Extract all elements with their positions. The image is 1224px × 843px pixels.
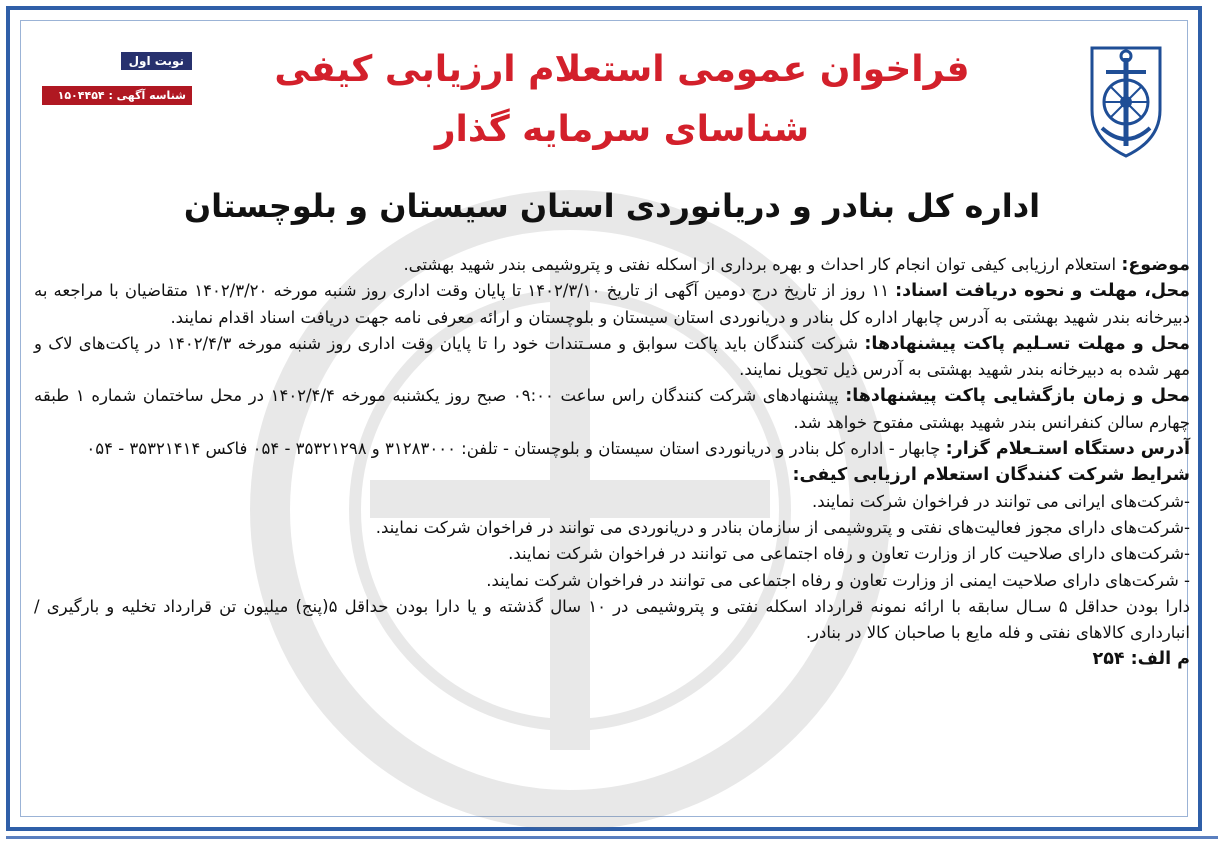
subject-text: استعلام ارزیابی کیفی توان انجام کار احداث و بهره برداری از اسکله نفتی و پتروشیمی بندر شهید بهشتی. xyxy=(403,255,1117,274)
notice-title xyxy=(220,40,1024,160)
delivery-label: محل و مهلت تسـلیم پاکت پیشنهادها: xyxy=(864,333,1191,354)
notice-body xyxy=(34,252,1190,673)
bottom-rule xyxy=(6,836,1218,839)
subject-label: موضوع: xyxy=(1121,255,1190,275)
condition-item: -شرکت‌های ایرانی می توانند در فراخوان شرکت نمایند. xyxy=(812,491,1190,511)
opening-text: پیشنهادهای شرکت کنندگان راس ساعت ۰۹:۰۰ صبح روز یکشنبه مورخه ۱۴۰۲/۴/۴ در محل ساختمان شماره ۱ طبقه چهارم سالن کنفرانس بندر شهید بهشتی مفتوح خواهد شد. xyxy=(34,386,1190,432)
opening-label: محل و زمان بازگشایی پاکت پیشنهادها: xyxy=(845,386,1191,407)
experience-paragraph: دارا بودن حداقل ۵ سـال سابقه با ارائه نمونه قرارداد اسکله نفتی و پتروشیمی در ۱۰ سال گذشته و یا دارا بودن حداقل ۵(پنج) میلیون تن قرارداد تخلیه و بارگیری /انبارداری کالاهای نفتی و فله مایع با صاحبان کالا در بنادر. xyxy=(34,596,1191,643)
notice-badges xyxy=(42,50,192,105)
ad-id-badge: شناسه آگهی : ۱۵۰۴۴۵۴ xyxy=(42,86,192,105)
organization-heading: اداره کل بنادر و دریانوردی استان سیستان و بلوچستان xyxy=(183,187,1041,225)
condition-item: - شرکت‌های دارای صلاحیت ایمنی از وزارت تعاون و رفاه اجتماعی می توانند در فراخوان شرکت نمایند. xyxy=(486,570,1190,590)
round-badge: نوبت اول xyxy=(121,52,192,70)
condition-item: -شرکت‌های دارای مجوز فعالیت‌های نفتی و پتروشیمی از سازمان بنادر و دریانوردی می توانند در فراخوان شرکت نمایند. xyxy=(375,517,1190,537)
condition-item: -شرکت‌های دارای صلاحیت کار از وزارت تعاون و رفاه اجتماعی می توانند در فراخوان شرکت نمایند. xyxy=(508,544,1190,564)
address-label: آدرس دستگاه استـعلام گزار: xyxy=(945,439,1190,460)
title-line-1: فراخوان عمومی استعلام ارزیابی کیفی xyxy=(274,49,970,90)
opening-paragraph xyxy=(34,383,1190,436)
title-line-2: شناسای سرمایه گذار xyxy=(434,109,810,150)
delivery-paragraph xyxy=(34,331,1190,384)
address-paragraph xyxy=(34,436,1190,462)
documents-text: ۱۱ روز از تاریخ درج دومین آگهی از تاریخ ۱۴۰۲/۳/۱۰ تا پایان وقت اداری روز شنبه مورخه ۱۴۰۲/۳/۲۰ متقاضیان با مراجعه به دبیرخانه بندر شهید بهشتی به آدرس چابهار اداره کل بنادر و دریانوردی استان سیستان و بلوچستان و ارائه معرفی نامه جهت دریافت اسناد اقدام نمایند. xyxy=(34,281,1190,327)
documents-paragraph xyxy=(34,278,1190,331)
reference-code: م الف: ۲۵۴ xyxy=(1092,649,1190,670)
subject-paragraph xyxy=(34,252,1190,278)
documents-label: محل، مهلت و نحوه دریافت اسناد: xyxy=(895,281,1190,302)
conditions-heading: شرایط شرکت کنندگان استعلام ارزیابی کیفی: xyxy=(792,465,1190,486)
delivery-text: شرکت کنندگان باید پاکت سوابق و مسـتندات خود را تا پایان وقت اداری روز شنبه مورخه ۱۴۰۲/۴/۳ در پاکت‌های لاک و مهر شده به دبیرخانه بندر شهید بهشتی به آدرس ذیل تحویل نمایند. xyxy=(34,333,1190,380)
address-text: چابهار - اداره کل بنادر و دریانوردی استان سیستان و بلوچستان - تلفن: ۳۱۲۸۳۰۰۰ و ۳۵۳۲۱۲۹۸ - ۰۵۴ فاکس ۳۵۳۲۱۴۱۴ - ۰۵۴ xyxy=(86,439,941,459)
ports-emblem-logo-icon xyxy=(1080,40,1172,160)
